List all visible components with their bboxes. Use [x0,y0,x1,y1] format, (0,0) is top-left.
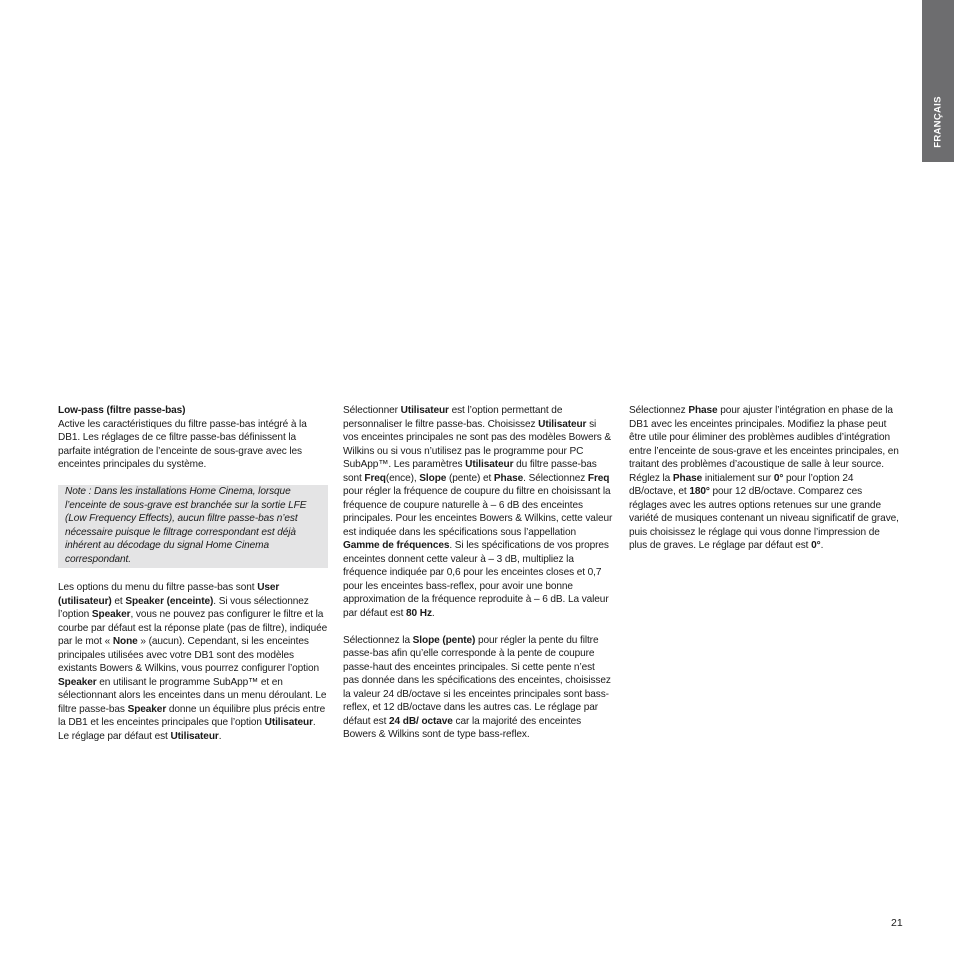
column-3 [629,404,899,566]
bold-term: Speaker [58,676,97,688]
bold-term: User (utilisateur) [58,582,280,607]
text-run: (ence), [385,472,420,484]
text-run: (pente) et [446,472,494,484]
text-run: du filtre passe-bas sont [343,459,597,484]
text-run: . [218,730,222,742]
text-run: initialement sur [702,472,774,484]
bold-term: Speaker [91,609,131,620]
column-1 [58,404,328,757]
language-tab-label: FRANÇAIS [932,96,944,148]
bold-term: Gamme de fréquences [343,540,450,551]
section-heading: Low-pass (filtre passe-bas) [58,405,186,416]
bold-term: 24 dB/ octave [389,715,453,727]
text-run: Sélectionnez [629,405,689,416]
bold-term: 80 Hz [406,607,432,619]
bold-term: Utilisateur [538,418,587,430]
text-run: , vous ne pouvez pas configurer le filtre et la courbe par défaut est la réponse plate (pas de filtre), indiquée par le mot « [58,609,328,647]
text-run: » (aucun). Cependant, si les enceintes principales utilisées avec votre DB1 sont des modèles existants Bowers & Wilkins, vous pourrez configurer l’option [58,636,320,674]
text-run: pour 12 dB/octave. Comparez ces réglages avec les autres options retenues sur une grande variété de musiques contenant un niveau significatif de grave, puis choisissez le réglage qui vous donne l’impression de plus de graves. Le réglage par défaut est [629,486,899,551]
text-run: Sélectionnez la [343,634,413,646]
bold-term: Utilisateur [170,730,219,742]
text-run: pour régler la fréquence de coupure du filtre en choisissant la fréquence de coupure naturelle à – 6 dB des enceintes principales. Pour les enceintes Bowers & Wilkins, cette valeur est indiquée dans les spécifications sous l’appellation [343,486,613,538]
bold-term: Utilisateur [400,405,449,416]
text-run: pour l’option 24 dB/octave, et [629,472,854,497]
text-run: car la majorité des enceintes Bowers & Wilkins sont de type bass-reflex. [343,715,582,740]
text-run: . [820,540,824,551]
text-run: en utilisant le programme SubApp™ et en sélectionnant alors les enceintes dans un menu déroulant. Le filtre passe-bas [58,676,327,715]
paragraph [629,404,899,553]
section-intro [58,404,328,472]
column-2 [343,404,613,755]
bold-term: Freq [587,472,610,484]
bold-term: 180° [689,486,710,497]
bold-term: Utilisateur [465,459,514,470]
bold-term: Phase [493,472,524,484]
bold-term: Freq [364,472,386,484]
paragraph [343,404,613,620]
text-run: et [111,595,126,607]
text-run: . Si les spécifications de vos propres enceintes donnent cette valeur à – 3 dB, multipliez la fréquence indiquée par 0,6 pour les enceintes closes et 0,7 pour les enceintes bass-reflex, pour avoir une bonne approximation de la fréquence reproduite à – 6 dB. La valeur par défaut est [343,540,609,619]
paragraph [58,581,328,743]
bold-term: Speaker (enceinte) [125,595,214,607]
text-run: est l’option permettant de personnaliser le filtre passe-bas. Choisissez [343,405,563,430]
paragraph [343,634,613,742]
intro-paragraph: Active les caractéristiques du filtre passe-bas intégré à la DB1. Les réglages de ce filtre passe-bas définissent la parfaite intégration de l’enceinte de sous-grave avec les enceintes principales du système. [58,418,307,470]
bold-term: Phase [688,405,718,416]
bold-term: Slope (pente) [412,634,476,646]
text-run: Sélectionner [343,405,401,416]
bold-term: Phase [672,472,703,484]
text-run: . Si vous sélectionnez l’option [58,595,309,620]
text-run: . Sélectionnez [523,472,588,484]
bold-term: Slope [419,472,447,484]
bold-term: Utilisateur [264,717,313,728]
text-run: si vos enceintes principales ne sont pas des modèles Bowers & Wilkins ou si vous n’utilisez pas le programme pour PC SubApp™. Les paramètres [343,418,612,470]
text-run: pour régler la pente du filtre passe-bas afin qu’elle corresponde à la pente de coupure passe-haut des enceintes principales. Si cette pente n’est pas donnée dans les spécifications des enceintes, choisissez la valeur 24 dB/octave si les enceintes principales sont bass-reflex, et 12 dB/octave dans les autres cas. Le réglage par défaut est [343,634,611,727]
bold-term: None [112,636,138,647]
bold-term: Speaker [127,703,167,715]
page-number: 21 [891,917,903,929]
text-run: . Le réglage par défaut est [58,717,316,742]
bold-term: 0° [811,540,821,551]
language-tab [922,0,954,162]
bold-term: 0° [773,472,784,484]
note-box: Note : Dans les installations Home Cinema, lorsque l’enceinte de sous-grave est branchée sur la sortie LFE (Low Frequency Effects), aucun filtre passe-bas n’est nécessaire puisque le filtrage correspondant est déjà inhérent au décodage du signal Home Cinema correspondant. [58,485,328,568]
text-run: pour ajuster l’intégration en phase de la DB1 avec les enceintes principales. Modifiez la phase peut être utile pour éliminer des problèmes audibles d’intégration entre l’enceinte de sous-grave et les enceintes principales, en traitant des problèmes d’acoustique de salle à leur source. Réglez la [629,405,899,484]
text-run: . [431,607,435,619]
text-run: donne un équilibre plus précis entre la DB1 et les enceintes principales que l’option [58,703,326,728]
text-run: Les options du menu du filtre passe-bas sont [58,582,258,593]
